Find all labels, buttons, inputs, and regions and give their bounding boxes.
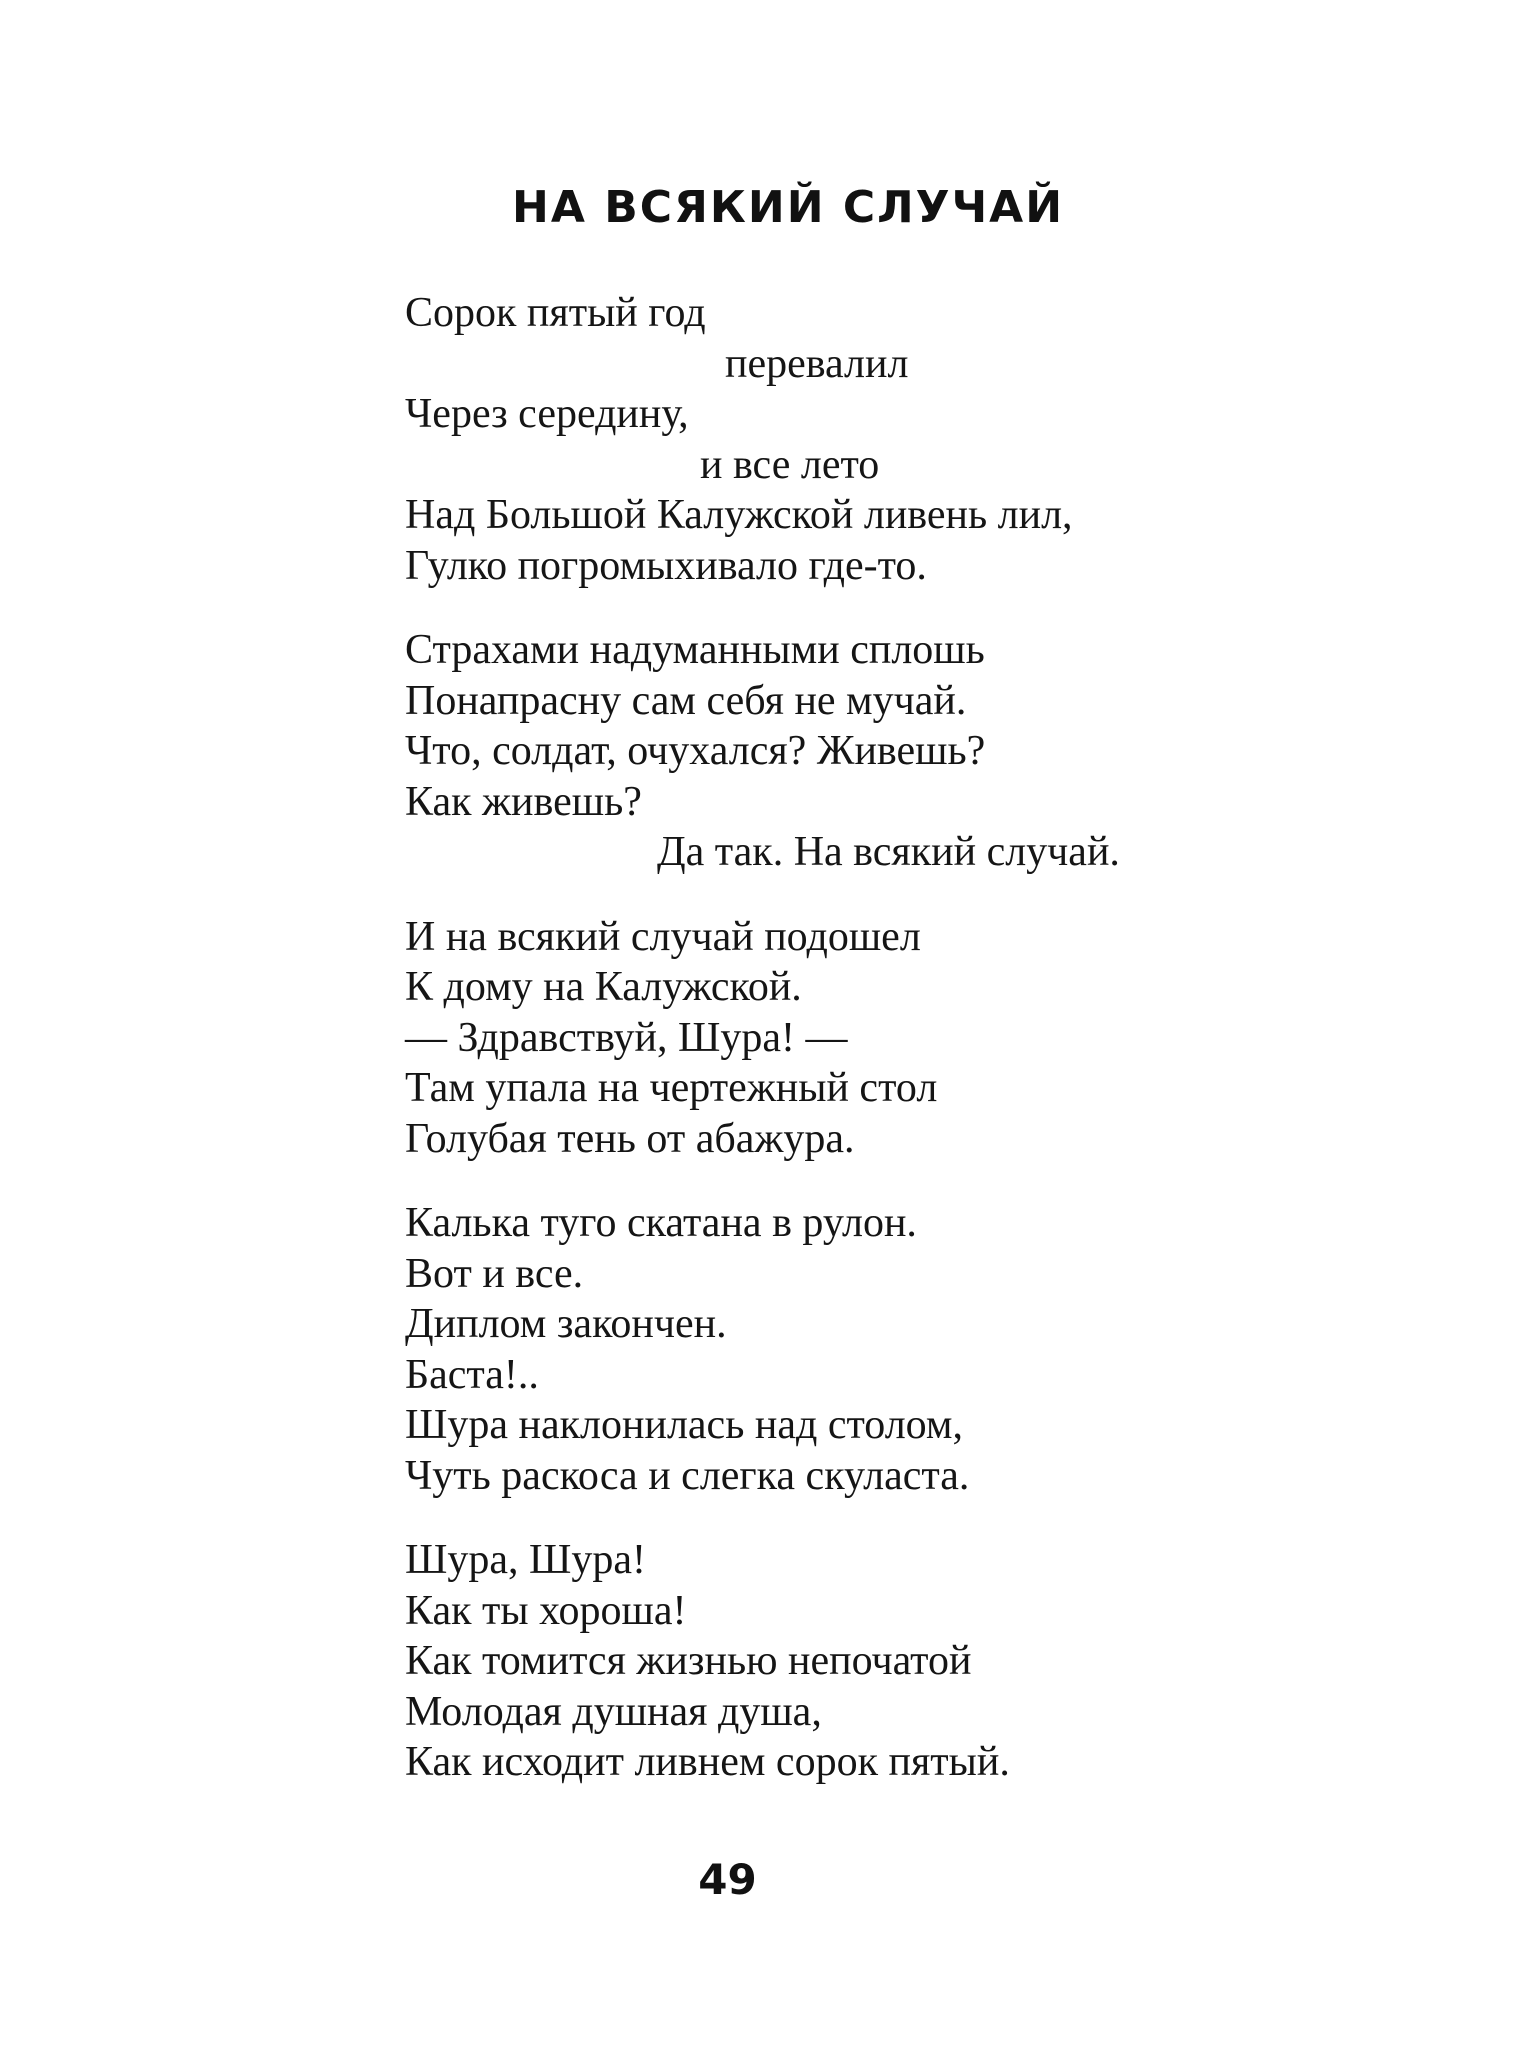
poem-line: — Здравствуй, Шура! —: [405, 1014, 848, 1061]
poem-line: Да так. На всякий случай.: [657, 829, 1120, 875]
poem-line: Шура, Шура!: [405, 1537, 647, 1583]
poem-line: К дому на Калужской.: [405, 964, 802, 1010]
stanza-3: [405, 912, 1305, 1165]
page-number: 49: [698, 1855, 757, 1904]
poem-line: Гулко погромыхивало где-то.: [405, 542, 927, 589]
poem-line: Понапрасну сам себя не мучай.: [405, 677, 967, 724]
poem-line: Молодая душная душа,: [405, 1688, 822, 1735]
stanza-4: [405, 1198, 1305, 1501]
poem-line: Как живешь?: [405, 778, 642, 825]
poem-line: Вот и все.: [405, 1250, 584, 1297]
poem-line: Чуть раскоса и слегка скуласта.: [405, 1452, 970, 1499]
poem-body: [405, 288, 1305, 1788]
poem-line: Сорок пятый год: [405, 290, 706, 336]
poem-line: Что, солдат, очухался? Живешь?: [405, 728, 986, 774]
stanza-5: [405, 1535, 1305, 1788]
poem-line: и все лето: [700, 441, 880, 488]
poem-line: Диплом закончен.: [405, 1301, 727, 1347]
poem-line: И на всякий случай подошел: [405, 913, 921, 960]
poem-line: Над Большой Калужской ливень лил,: [405, 492, 1073, 538]
stanza-1: [405, 288, 1305, 591]
poem-line: Как исходит ливнем сорок пятый.: [405, 1739, 1010, 1785]
poem-line: Через середину,: [405, 391, 689, 437]
poem-line: Шура наклонилась над столом,: [405, 1402, 963, 1448]
poem-line: Голубая тень от абажура.: [405, 1115, 855, 1162]
poem-line: Страхами надуманными сплошь: [405, 627, 985, 673]
poem-line: Как томится жизнью непочатой: [405, 1638, 972, 1684]
poem-line: Баста!..: [405, 1351, 539, 1398]
stanza-2: [405, 625, 1305, 878]
poem-line: Как ты хороша!: [405, 1587, 687, 1634]
poem-title: НА ВСЯКИЙ СЛУЧАЙ: [512, 182, 1065, 233]
poem-line: Там упала на чертежный стол: [405, 1065, 938, 1111]
poem-line: перевалил: [725, 340, 909, 387]
poem-line: Калька туго скатана в рулон.: [405, 1200, 917, 1246]
